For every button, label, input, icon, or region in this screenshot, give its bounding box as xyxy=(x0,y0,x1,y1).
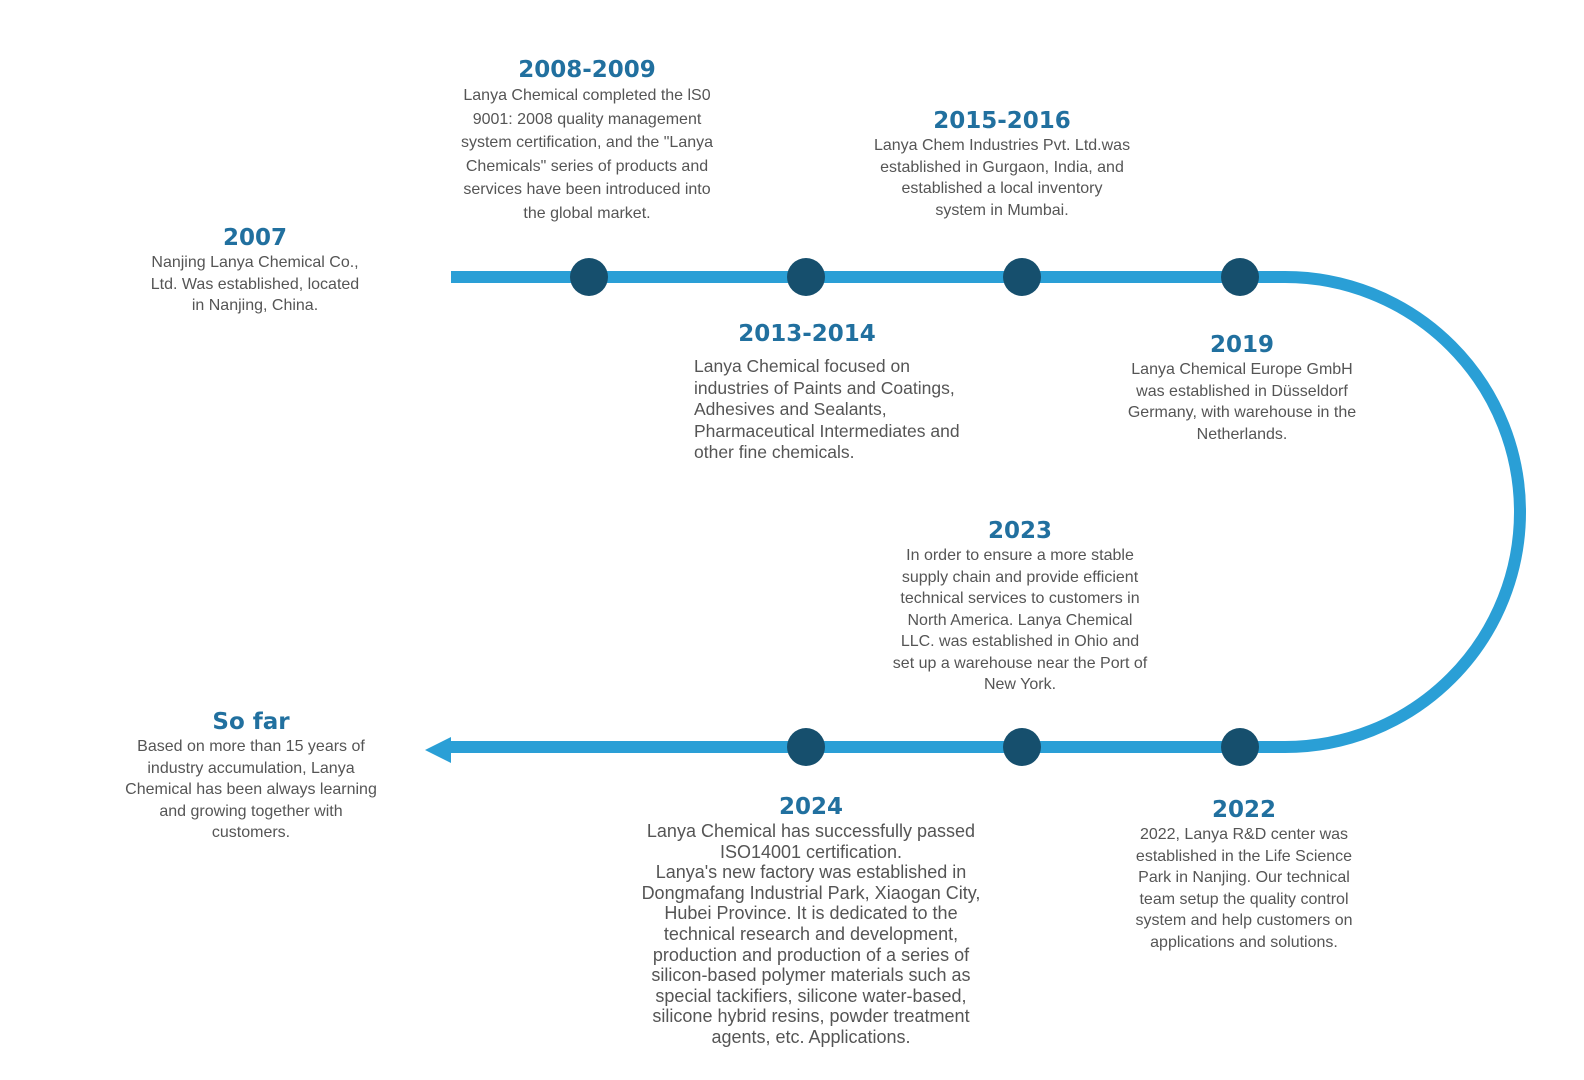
event-description: Lanya Chemical Europe GmbH was established in Düsseldorf Germany, with warehouse in the Netherlands. xyxy=(1127,361,1357,443)
event-description: In order to ensure a more stable supply chain and provide efficient technical services to customers in North America. Lanya Chemical LLC. was established in Ohio and set up a warehouse near the Port of New York. xyxy=(892,547,1148,693)
event-year: 2023 xyxy=(987,518,1052,544)
event-year: 2024 xyxy=(778,794,843,820)
event-description: Lanya Chemical completed the lS0 9001: 2008 quality management system certification, and the "Lanya Chemicals" series of products and services have been introduced into the global market. xyxy=(460,87,714,222)
timeline-node-2008 xyxy=(570,258,608,296)
event-2023 xyxy=(870,517,1170,696)
timeline-node-2019 xyxy=(1221,258,1259,296)
event-2019 xyxy=(1092,331,1392,445)
event-description: Lanya Chemical has successfully passed ISO14001 certification. Lanya's new factory was established in Dongmafang Industrial Park, Xiaogan City, Hubei Province. It is dedicated to the technical research and development, production and production of a series of silicon-based polymer materials such as special tackifiers, silicone water-based, silicone hybrid resins, powder treatment agents, etc. Applications. xyxy=(641,821,981,1047)
event-year: 2007 xyxy=(222,225,287,251)
event-2015-2016 xyxy=(852,107,1152,221)
event-description: 2022, Lanya R&D center was established in the Life Science Park in Nanjing. Our technical team setup the quality control system and help customers on applications and solutions. xyxy=(1135,826,1353,951)
timeline-node-2023 xyxy=(1003,728,1041,766)
timeline-arrowhead xyxy=(425,737,451,763)
timeline-node-2022 xyxy=(1221,728,1259,766)
timeline-node-2024 xyxy=(787,728,825,766)
event-year: So far xyxy=(212,709,290,735)
event-2008-2009 xyxy=(437,56,737,225)
event-year: 2013-2014 xyxy=(738,321,876,347)
event-2024 xyxy=(601,793,1021,1048)
event-description: Lanya Chemical focused on industries of Paints and Coatings, Adhesives and Sealants, Pharmaceutical Intermediates and other fine chemicals. xyxy=(694,356,960,462)
event-year: 2019 xyxy=(1209,332,1274,358)
event-description: Nanjing Lanya Chemical Co., Ltd. Was established, located in Nanjing, China. xyxy=(150,254,360,314)
event-year: 2022 xyxy=(1211,797,1276,823)
event-2013-2014 xyxy=(694,320,994,464)
event-year: 2015-2016 xyxy=(933,108,1071,134)
event-description: Based on more than 15 years of industry accumulation, Lanya Chemical has been always learning and growing together with customers. xyxy=(125,738,377,841)
timeline-node-2013 xyxy=(787,258,825,296)
timeline-node-2015 xyxy=(1003,258,1041,296)
event-2022 xyxy=(1094,796,1394,953)
event-year: 2008-2009 xyxy=(518,57,656,83)
event-2007 xyxy=(105,224,405,317)
event-description: Lanya Chem Industries Pvt. Ltd.was established in Gurgaon, India, and established a local inventory system in Mumbai. xyxy=(873,137,1131,219)
event-so-far xyxy=(101,708,401,844)
